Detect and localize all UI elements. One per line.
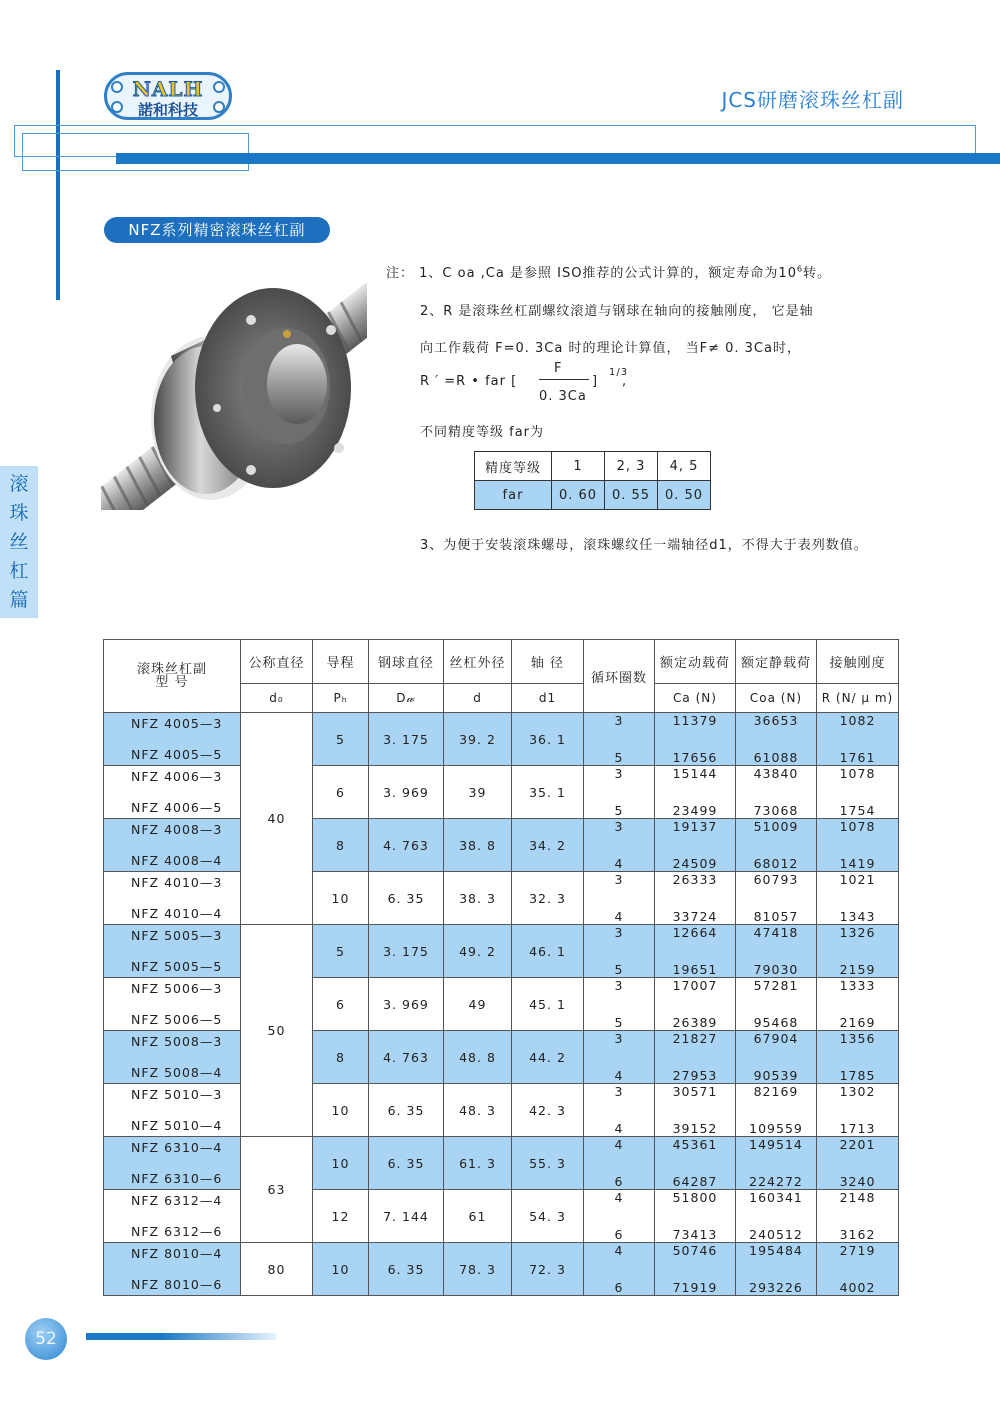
model-cell: NFZ 8010—6 [104, 1269, 241, 1296]
static-load-cell: 293226 [736, 1269, 817, 1296]
header-stiffness: 接触刚度 [817, 640, 899, 684]
dynamic-load-cell: 15144 [655, 766, 736, 793]
model-cell: NFZ 5010—3 [104, 1084, 241, 1111]
ball-cell: 3. 969 [369, 978, 444, 1031]
table-row [104, 978, 899, 1005]
dynamic-load-cell: 71919 [655, 1269, 736, 1296]
shaft-cell: 46. 1 [512, 925, 584, 978]
turns-cell: 3 [584, 1084, 655, 1111]
turns-cell: 5 [584, 1004, 655, 1031]
dynamic-load-cell: 33724 [655, 898, 736, 925]
lead-cell: 10 [313, 872, 369, 925]
dynamic-load-cell: 21827 [655, 1031, 736, 1058]
header-nominal-diameter: 公称直径 [241, 640, 313, 684]
header-lead: 导程 [313, 640, 369, 684]
model-cell: NFZ 6312—6 [104, 1216, 241, 1243]
stiffness-cell: 1343 [817, 898, 899, 925]
static-load-cell: 36653 [736, 713, 817, 740]
static-load-cell: 195484 [736, 1243, 817, 1270]
dynamic-load-cell: 19651 [655, 951, 736, 978]
static-load-cell: 109559 [736, 1110, 817, 1137]
stiffness-cell: 1754 [817, 792, 899, 819]
model-cell: NFZ 5006—5 [104, 1004, 241, 1031]
far-table-grade: 1 [552, 452, 605, 481]
far-table-grade: 2, 3 [605, 452, 658, 481]
far-table-value: 0. 50 [658, 481, 711, 510]
formula-comma: , [622, 374, 628, 389]
ball-screw-photo [101, 278, 367, 510]
turns-cell: 5 [584, 792, 655, 819]
header-dynamic-load: 额定动载荷 [655, 640, 736, 684]
shaft-cell: 45. 1 [512, 978, 584, 1031]
stiffness-cell: 2159 [817, 951, 899, 978]
stiffness-cell: 3162 [817, 1216, 899, 1243]
table-row [104, 713, 899, 740]
dynamic-load-cell: 17656 [655, 739, 736, 766]
stiffness-cell: 2719 [817, 1243, 899, 1270]
table-row [104, 1031, 899, 1058]
stiffness-cell: 3240 [817, 1163, 899, 1190]
turns-cell: 3 [584, 872, 655, 899]
lead-cell: 10 [313, 1084, 369, 1137]
symbol-stiffness: R (N/ μ m) [817, 684, 899, 713]
static-load-cell: 240512 [736, 1216, 817, 1243]
static-load-cell: 51009 [736, 819, 817, 846]
far-table-grade: 4, 5 [658, 452, 711, 481]
static-load-cell: 43840 [736, 766, 817, 793]
symbol-dynamic-load: Ca (N) [655, 684, 736, 713]
od-cell: 61 [444, 1190, 512, 1243]
symbol-ball: D𝓌 [369, 684, 444, 713]
static-load-cell: 67904 [736, 1031, 817, 1058]
stiffness-cell: 1713 [817, 1110, 899, 1137]
model-cell: NFZ 8010—4 [104, 1243, 241, 1270]
turns-cell: 3 [584, 925, 655, 952]
table-row [104, 766, 899, 793]
page-number: 52 [25, 1318, 67, 1360]
dynamic-load-cell: 23499 [655, 792, 736, 819]
logo-chinese-name: 諾和科技 [137, 101, 198, 119]
lead-cell: 5 [313, 713, 369, 766]
header-vertical-rule [56, 70, 60, 300]
lead-cell: 8 [313, 1031, 369, 1084]
shaft-cell: 32. 3 [512, 872, 584, 925]
shaft-cell: 35. 1 [512, 766, 584, 819]
table-row [104, 925, 899, 952]
turns-cell: 3 [584, 819, 655, 846]
side-tab-char: 丝 [9, 531, 29, 553]
static-load-cell: 57281 [736, 978, 817, 1005]
nominal-diameter-cell: 40 [241, 713, 313, 925]
model-cell: NFZ 5005—5 [104, 951, 241, 978]
lead-cell: 12 [313, 1190, 369, 1243]
header-circuit-turns: 循环圈数 [584, 640, 655, 713]
lead-cell: 10 [313, 1137, 369, 1190]
od-cell: 49 [444, 978, 512, 1031]
far-table-value: 0. 60 [552, 481, 605, 510]
model-cell: NFZ 4005—5 [104, 739, 241, 766]
table-row [104, 872, 899, 899]
side-tab-char: 珠 [9, 502, 29, 524]
static-load-cell: 61088 [736, 739, 817, 766]
static-load-cell: 47418 [736, 925, 817, 952]
dynamic-load-cell: 39152 [655, 1110, 736, 1137]
ball-cell: 6. 35 [369, 1243, 444, 1296]
table-row [104, 1190, 899, 1217]
dynamic-load-cell: 24509 [655, 845, 736, 872]
lead-cell: 10 [313, 1243, 369, 1296]
header-frame-inner [22, 133, 249, 171]
model-cell: NFZ 4008—4 [104, 845, 241, 872]
dynamic-load-cell: 17007 [655, 978, 736, 1005]
static-load-cell: 95468 [736, 1004, 817, 1031]
turns-cell: 6 [584, 1216, 655, 1243]
dynamic-load-cell: 45361 [655, 1137, 736, 1164]
model-cell: NFZ 5008—3 [104, 1031, 241, 1058]
turns-cell: 6 [584, 1163, 655, 1190]
dynamic-load-cell: 26333 [655, 872, 736, 899]
lead-cell: 6 [313, 766, 369, 819]
note-1-superscript: 6 [796, 264, 804, 274]
stiffness-cell: 1078 [817, 819, 899, 846]
model-cell: NFZ 5006—3 [104, 978, 241, 1005]
symbol-static-load: Coa (N) [736, 684, 817, 713]
turns-cell: 4 [584, 1110, 655, 1137]
note-1-tail: 转。 [803, 266, 832, 281]
ball-cell: 3. 969 [369, 766, 444, 819]
od-cell: 39. 2 [444, 713, 512, 766]
lead-cell: 5 [313, 925, 369, 978]
dynamic-load-cell: 50746 [655, 1243, 736, 1270]
model-cell: NFZ 4008—3 [104, 819, 241, 846]
turns-cell: 5 [584, 739, 655, 766]
note-1 [386, 262, 831, 281]
logo-wordmark: NALH [132, 77, 204, 101]
model-cell: NFZ 6310—4 [104, 1137, 241, 1164]
far-intro: 不同精度等级 far为 [420, 425, 545, 440]
note-2-line-1: 2、R 是滚珠丝杠副螺纹滚道与钢球在轴向的接触刚度， 它是轴 [420, 304, 814, 319]
shaft-cell: 42. 3 [512, 1084, 584, 1137]
turns-cell: 3 [584, 713, 655, 740]
static-load-cell: 149514 [736, 1137, 817, 1164]
product-title: JCS研磨滚珠丝杠副 [721, 88, 904, 112]
symbol-screw-od: d [444, 684, 512, 713]
dynamic-load-cell: 26389 [655, 1004, 736, 1031]
stiffness-cell: 2201 [817, 1137, 899, 1164]
specification-table [103, 639, 899, 1296]
table-row [104, 1137, 899, 1164]
static-load-cell: 224272 [736, 1163, 817, 1190]
note-3: 3、为便于安装滚珠螺母，滚珠螺纹任一端轴径d1，不得大于表列数值。 [420, 538, 868, 553]
turns-cell: 4 [584, 1137, 655, 1164]
side-chapter-tab [0, 466, 38, 618]
ball-cell: 6. 35 [369, 1084, 444, 1137]
model-cell: NFZ 4006—5 [104, 792, 241, 819]
ball-cell: 4. 763 [369, 1031, 444, 1084]
brand-logo [104, 72, 232, 120]
stiffness-cell: 1333 [817, 978, 899, 1005]
od-cell: 38. 8 [444, 819, 512, 872]
header-model: 滚珠丝杠副 型 号 [104, 640, 241, 713]
od-cell: 48. 8 [444, 1031, 512, 1084]
note-2-line-2: 向工作载荷 F=0. 3Ca 时的理论计算值， 当F≠ 0. 3Ca时， [420, 341, 801, 356]
model-cell: NFZ 5008—4 [104, 1057, 241, 1084]
stiffness-cell: 1761 [817, 739, 899, 766]
turns-cell: 6 [584, 1269, 655, 1296]
dynamic-load-cell: 12664 [655, 925, 736, 952]
od-cell: 39 [444, 766, 512, 819]
dynamic-load-cell: 73413 [655, 1216, 736, 1243]
dynamic-load-cell: 27953 [655, 1057, 736, 1084]
shaft-cell: 34. 2 [512, 819, 584, 872]
formula-fraction-line [539, 379, 589, 380]
stiffness-cell: 1785 [817, 1057, 899, 1084]
turns-cell: 4 [584, 1190, 655, 1217]
turns-cell: 3 [584, 766, 655, 793]
formula-exponent: 1/3 [609, 367, 629, 378]
formula-denominator: 0. 3Ca [539, 389, 587, 404]
ball-cell: 7. 144 [369, 1190, 444, 1243]
nominal-diameter-cell: 50 [241, 925, 313, 1137]
side-tab-char: 滚 [9, 473, 29, 495]
shaft-cell: 36. 1 [512, 713, 584, 766]
ball-cell: 3. 175 [369, 925, 444, 978]
static-load-cell: 82169 [736, 1084, 817, 1111]
static-load-cell: 73068 [736, 792, 817, 819]
stiffness-cell: 1419 [817, 845, 899, 872]
header-ball-diameter: 钢球直径 [369, 640, 444, 684]
turns-cell: 4 [584, 1243, 655, 1270]
stiffness-cell: 1082 [817, 713, 899, 740]
model-cell: NFZ 4010—4 [104, 898, 241, 925]
od-cell: 48. 3 [444, 1084, 512, 1137]
stiffness-cell: 4002 [817, 1269, 899, 1296]
formula-right: ] [592, 374, 599, 389]
model-cell: NFZ 6312—4 [104, 1190, 241, 1217]
header-blue-bar [116, 153, 1000, 164]
far-table [474, 451, 711, 510]
formula-numerator: F [554, 361, 563, 376]
shaft-cell: 54. 3 [512, 1190, 584, 1243]
static-load-cell: 60793 [736, 872, 817, 899]
stiffness-cell: 1302 [817, 1084, 899, 1111]
turns-cell: 3 [584, 978, 655, 1005]
dynamic-load-cell: 11379 [655, 713, 736, 740]
model-cell: NFZ 5005—3 [104, 925, 241, 952]
nominal-diameter-cell: 80 [241, 1243, 313, 1296]
od-cell: 78. 3 [444, 1243, 512, 1296]
ball-cell: 3. 175 [369, 713, 444, 766]
header-shaft-diameter: 轴 径 [512, 640, 584, 684]
model-cell: NFZ 4006—3 [104, 766, 241, 793]
dynamic-load-cell: 30571 [655, 1084, 736, 1111]
symbol-lead: Pₕ [313, 684, 369, 713]
model-cell: NFZ 4005—3 [104, 713, 241, 740]
static-load-cell: 81057 [736, 898, 817, 925]
side-tab-char: 杠 [9, 560, 29, 582]
table-row [104, 1243, 899, 1270]
table-row [104, 819, 899, 846]
shaft-cell: 44. 2 [512, 1031, 584, 1084]
note-1-text: 注： 1、C oa ,Ca 是参照 ISO推荐的公式计算的，额定寿命为10 [386, 266, 797, 281]
static-load-cell: 79030 [736, 951, 817, 978]
model-cell: NFZ 4010—3 [104, 872, 241, 899]
model-cell: NFZ 5010—4 [104, 1110, 241, 1137]
od-cell: 38. 3 [444, 872, 512, 925]
turns-cell: 4 [584, 1057, 655, 1084]
table-row [104, 1084, 899, 1111]
stiffness-cell: 1356 [817, 1031, 899, 1058]
od-cell: 61. 3 [444, 1137, 512, 1190]
shaft-cell: 72. 3 [512, 1243, 584, 1296]
ball-cell: 6. 35 [369, 872, 444, 925]
model-cell: NFZ 6310—6 [104, 1163, 241, 1190]
static-load-cell: 68012 [736, 845, 817, 872]
stiffness-cell: 1021 [817, 872, 899, 899]
turns-cell: 4 [584, 845, 655, 872]
turns-cell: 4 [584, 898, 655, 925]
side-tab-char: 篇 [9, 589, 29, 611]
nominal-diameter-cell: 63 [241, 1137, 313, 1243]
od-cell: 49. 2 [444, 925, 512, 978]
header-static-load: 额定静载荷 [736, 640, 817, 684]
dynamic-load-cell: 51800 [655, 1190, 736, 1217]
turns-cell: 3 [584, 1031, 655, 1058]
turns-cell: 5 [584, 951, 655, 978]
stiffness-cell: 2148 [817, 1190, 899, 1217]
header-screw-od: 丝杠外径 [444, 640, 512, 684]
formula-left: R ′ =R • far [ [420, 374, 518, 389]
static-load-cell: 90539 [736, 1057, 817, 1084]
section-title: NFZ系列精密滚珠丝杠副 [104, 217, 330, 243]
far-table-far-label: far [475, 481, 552, 510]
static-load-cell: 160341 [736, 1190, 817, 1217]
stiffness-cell: 1326 [817, 925, 899, 952]
far-table-grade-label: 精度等级 [475, 452, 552, 481]
stiffness-cell: 2169 [817, 1004, 899, 1031]
dynamic-load-cell: 19137 [655, 819, 736, 846]
symbol-nominal: d₀ [241, 684, 313, 713]
stiffness-cell: 1078 [817, 766, 899, 793]
ball-cell: 6. 35 [369, 1137, 444, 1190]
symbol-shaft: d1 [512, 684, 584, 713]
shaft-cell: 55. 3 [512, 1137, 584, 1190]
lead-cell: 8 [313, 819, 369, 872]
dynamic-load-cell: 64287 [655, 1163, 736, 1190]
footer-bar [86, 1333, 276, 1340]
ball-cell: 4. 763 [369, 819, 444, 872]
lead-cell: 6 [313, 978, 369, 1031]
far-table-value: 0. 55 [605, 481, 658, 510]
